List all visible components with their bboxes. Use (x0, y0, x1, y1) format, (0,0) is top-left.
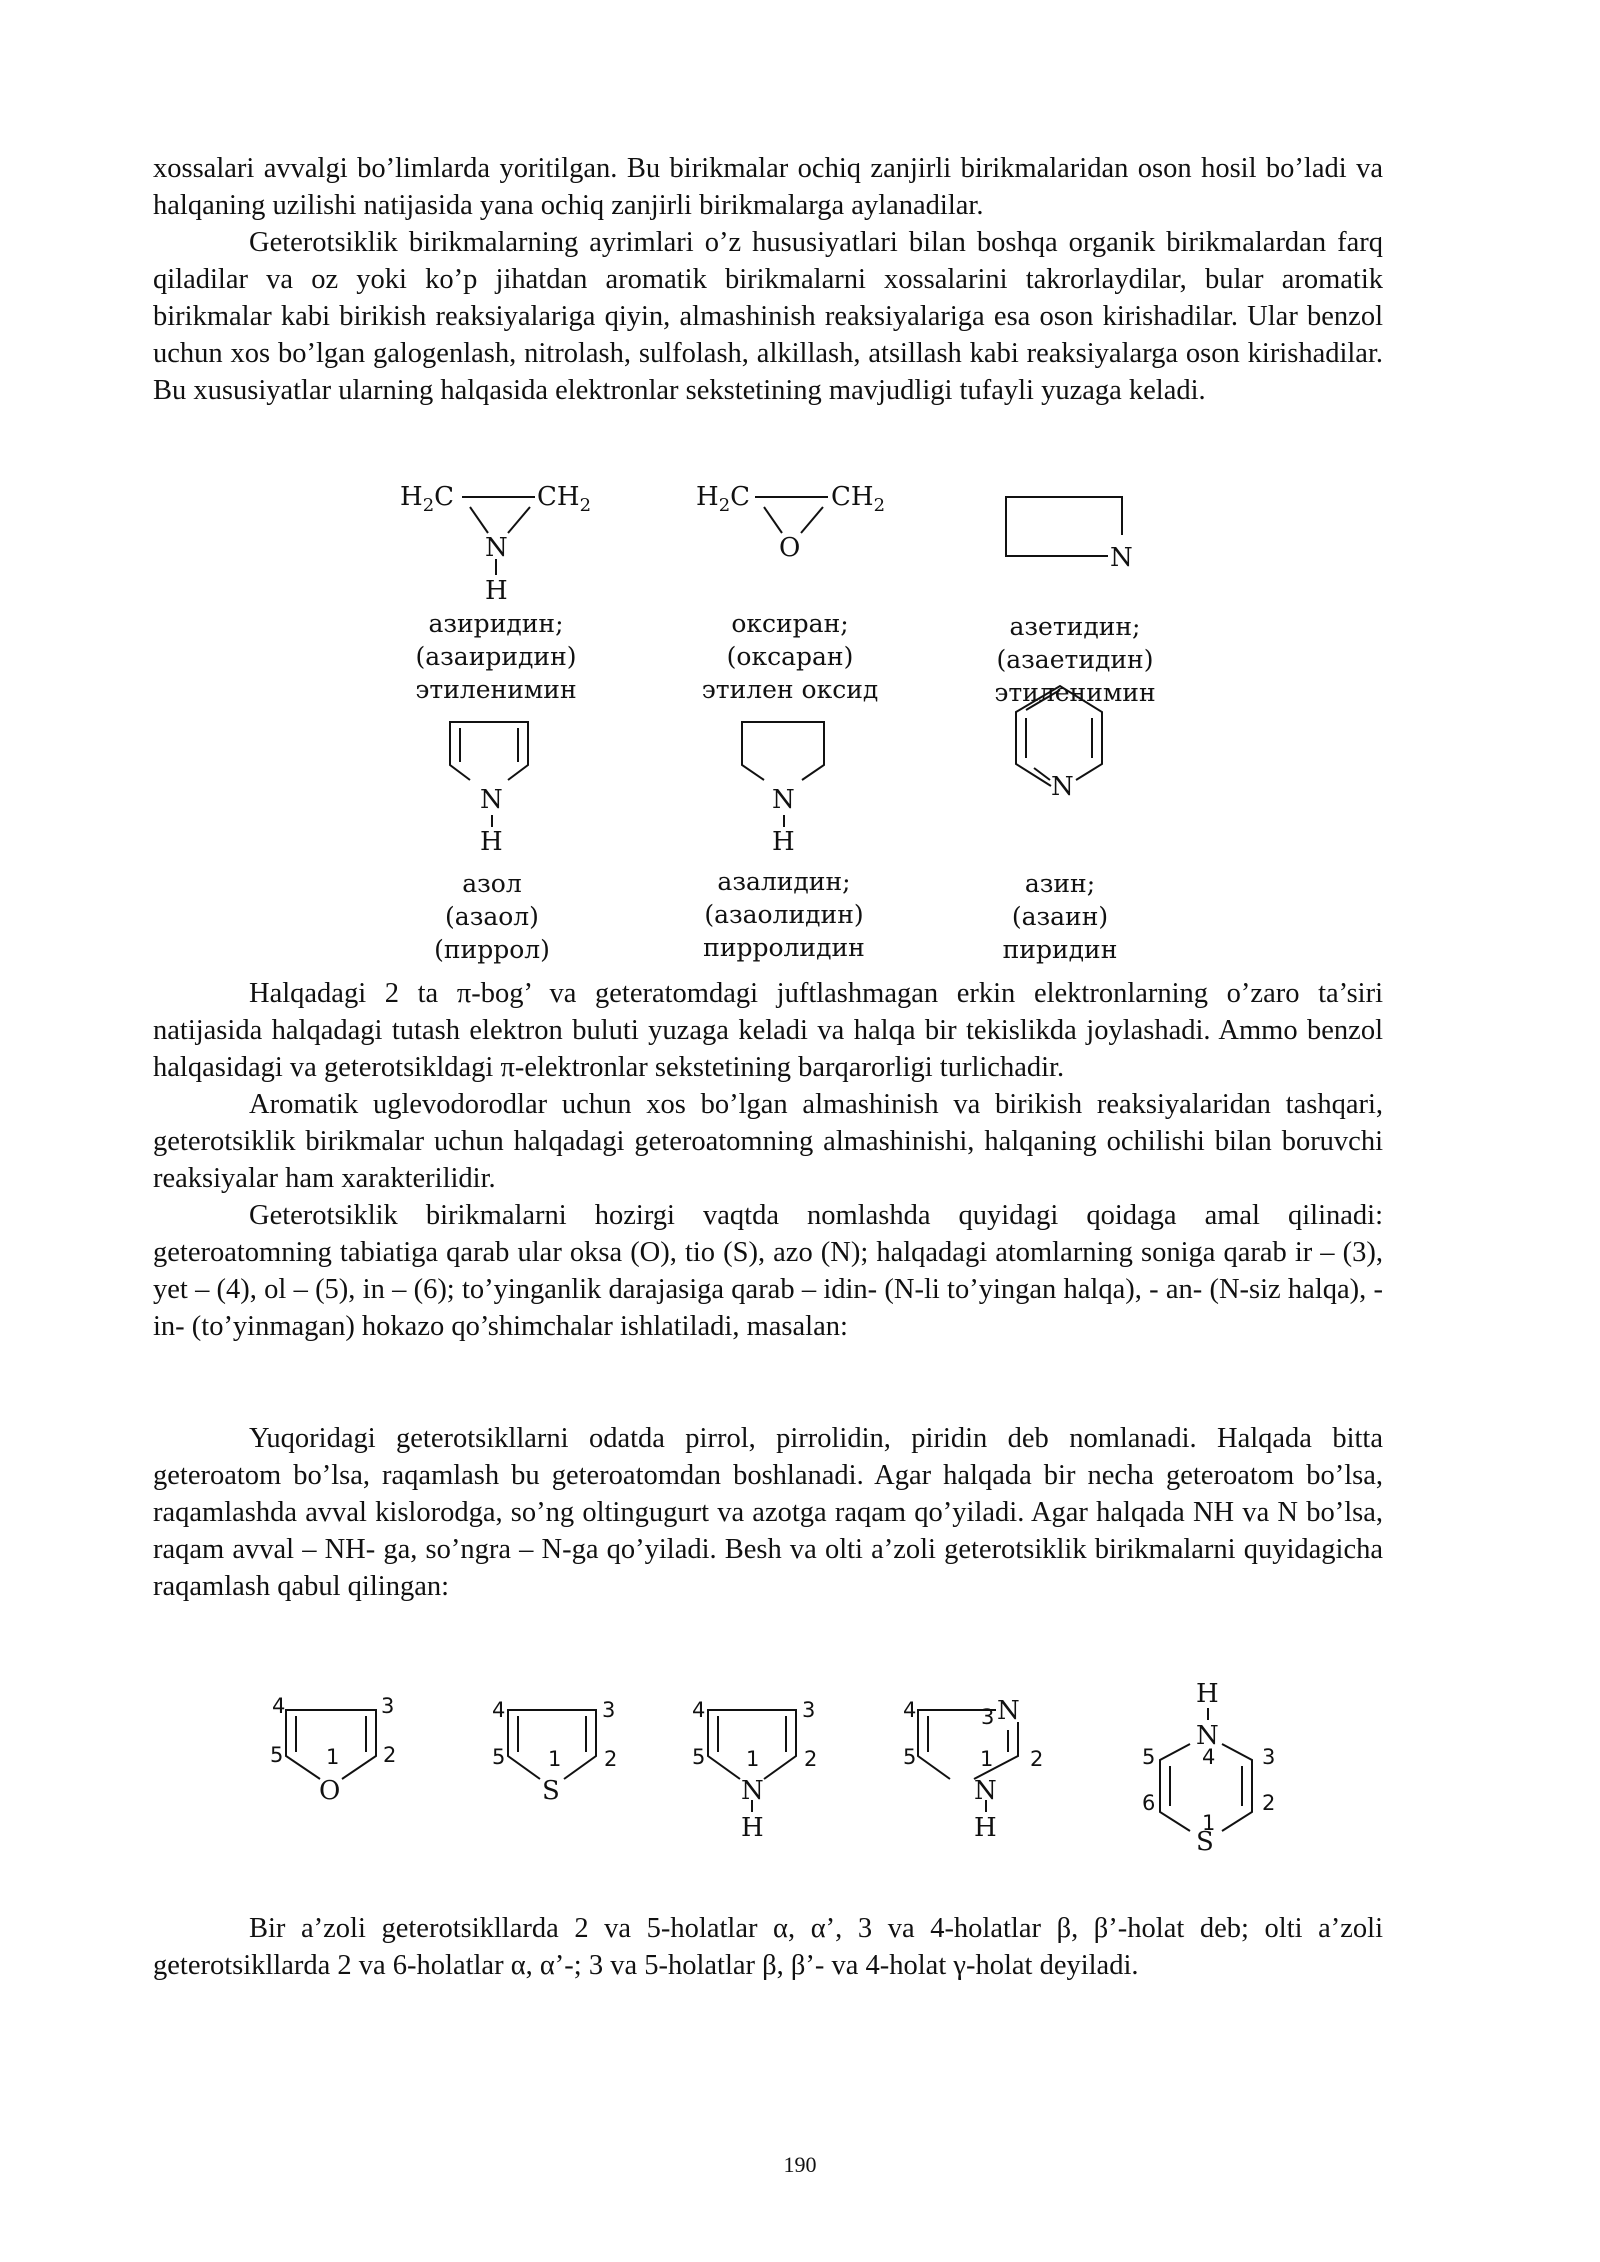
svg-text:2: 2 (804, 1747, 818, 1771)
svg-text:5: 5 (1142, 1745, 1156, 1769)
svg-text:4: 4 (692, 1698, 706, 1722)
svg-text:азиридин;: азиридин; (428, 609, 564, 638)
svg-text:азол: азол (462, 869, 522, 898)
imidazole-ring (903, 1696, 1043, 1843)
pyridine-formula (1051, 772, 1074, 802)
svg-text:H2C: $H_2C$ (696, 482, 751, 516)
structures-row-2 (0, 720, 1600, 965)
svg-text:O: O (779, 533, 801, 563)
svg-text:2: 2 (383, 1743, 397, 1767)
paragraph: Halqadagi 2 ta π-bog’ va geteratomdagi juftlashmagan erkin elektronlarning o’zaro ta’siri natijasida halqadagi tutash elektron buluti yuzaga keladi va halqa bir tekislikda joylashadi. Ammo benzol halqasidagi va geterotsikldagi π-elektronlar sekstetining barqarorligi turlichadir. (153, 978, 1383, 1083)
page-number: 190 (783, 2152, 817, 2177)
row2-captions (434, 867, 1117, 964)
svg-text:(азаиридин): (азаиридин) (415, 642, 577, 671)
svg-text:N: N (1196, 1721, 1219, 1751)
svg-text:S: S (1196, 1827, 1214, 1857)
svg-text:1: 1 (980, 1747, 994, 1771)
svg-text:(азаетидин): (азаетидин) (996, 645, 1154, 674)
svg-text:H: H (974, 1813, 997, 1843)
svg-text:CH2: $CH_2$ (831, 482, 886, 516)
aziridine-formula (400, 482, 591, 606)
paragraph: xossalari avvalgi bo’limlarda yoritilgan. Bu birikmalar ochiq zanjirli birikmalaridan oson hosil bo’ladi va halqaning uzilishi natijasida yana ochiq zanjirli birikmalarga aylanadilar. (153, 153, 1383, 221)
svg-text:S: S (542, 1776, 560, 1806)
paragraph: Bir a’zoli geterotsikllarda 2 va 5-holatlar α, α’, 3 va 4-holatlar β, β’-holat deb; olti a’zoli geterotsikllarda 2 va 6-holatlar α, α’-; 3 va 5-holatlar β, β’- va 4-holat γ-holat deyiladi. (153, 1913, 1383, 1981)
numbered-rings (0, 1679, 1600, 1880)
svg-text:4: 4 (272, 1694, 286, 1718)
svg-text:N: N (997, 1696, 1020, 1726)
svg-text:1: 1 (746, 1747, 760, 1771)
svg-text:этиленимин: этиленимин (994, 678, 1156, 707)
svg-text:этиленимин: этиленимин (415, 675, 577, 704)
svg-text:(пиррол): (пиррол) (434, 935, 550, 964)
svg-text:H: H (741, 1813, 764, 1843)
svg-text:3: 3 (602, 1698, 616, 1722)
svg-text:N: N (741, 1776, 764, 1806)
svg-text:N: N (1110, 543, 1133, 573)
svg-text:2: 2 (604, 1747, 618, 1771)
svg-text:3: 3 (381, 1694, 395, 1718)
svg-text:(азаол): (азаол) (445, 902, 539, 931)
pyrrole-ring (692, 1698, 817, 1843)
svg-text:H: H (485, 576, 508, 606)
svg-text:H: H (480, 827, 503, 857)
svg-text:H: H (772, 827, 795, 857)
svg-text:CH2: $CH_2$ (537, 482, 592, 516)
svg-text:3: 3 (1262, 1745, 1276, 1769)
svg-text:(азаолидин): (азаолидин) (704, 900, 864, 929)
paragraph: Yuqoridagi geterotsikllarni odatda pirrol, pirrolidin, piridin deb nomlanadi. Halqada bitta geteroatom bo’lsa, raqamlash bu geteroatomdan boshlanadi. Agar halqada bir necha geteroatom bo’lsa, raqamlashda avval kislorodga, so’ng oltingugurt va azotga raqam qo’yiladi. Agar halqada NH va N bo’lsa, raqam avval – NH- ga, so’ngra – N-ga qo’yiladi. Besh va olti a’zoli geterotsiklik birikmalarni quyidagicha raqamlash qabul qilingan: (153, 1423, 1383, 1602)
svg-text:оксиран;: оксиран; (731, 609, 849, 638)
paragraph: Aromatik uglevodorodlar uchun xos bo’lgan almashinish va birikish reaksiyalaridan tashqari, geterotsiklik birikmalar uchun halqadagi geteroatomning almashinishi, halqaning ochilishi bilan boruvchi reaksiyalar ham xarakterilidir. (153, 1089, 1383, 1194)
svg-text:5: 5 (492, 1745, 506, 1769)
paragraph: Geterotsiklik birikmalarning ayrimlari o’z hususiyatlari bilan boshqa organik birikmalardan farq qiladilar va oz yoki ko’p jihatdan aromatik birikmalarni xossalarini takrorlaydilar, bular aromatik birikmalar kabi birikish reaksiyalariga qiyin, almashinish reaksiyalariga esa oson kirishadilar. Ular benzol uchun xos bo’lgan galogenlash, nitrolash, sulfolash, alkillash, atsillash kabi reaksiyalarga oson kirishadilar. Bu xususiyatlar ularning halqasida elektronlar sekstetining mavjudligi tufayli yuzaga keladi. (153, 227, 1383, 406)
numbering-text (153, 1420, 1383, 1605)
svg-text:(азаин): (азаин) (1011, 902, 1109, 931)
svg-text:6: 6 (1142, 1791, 1156, 1815)
svg-text:1: 1 (548, 1747, 562, 1771)
svg-text:3: 3 (981, 1705, 995, 1729)
svg-text:5: 5 (692, 1745, 706, 1769)
svg-text:N: N (974, 1776, 997, 1806)
svg-text:азин;: азин; (1024, 869, 1096, 898)
svg-text:1: 1 (326, 1745, 340, 1769)
svg-text:пирролидин: пирролидин (703, 933, 865, 962)
intro-text (153, 150, 1383, 409)
row1-captions (415, 609, 1155, 707)
svg-text:N: N (772, 785, 795, 815)
svg-text:N: N (480, 785, 503, 815)
svg-text:H2C: $H_2C$ (400, 482, 455, 516)
six-membered-ring (1142, 1679, 1275, 1857)
svg-text:1: 1 (1202, 1811, 1216, 1835)
svg-text:3: 3 (802, 1698, 816, 1722)
svg-text:2: 2 (1030, 1747, 1044, 1771)
svg-text:5: 5 (903, 1745, 917, 1769)
svg-text:H: H (1196, 1679, 1219, 1709)
svg-text:азетидин;: азетидин; (1009, 612, 1141, 641)
svg-text:N: N (485, 533, 508, 563)
svg-text:2: 2 (1262, 1791, 1276, 1815)
aromaticity-text (153, 975, 1383, 1345)
thiophene-ring (492, 1698, 617, 1806)
paragraph: Geterotsiklik birikmalarni hozirgi vaqtda nomlashda quyidagi qoidaga amal qilinadi: geteroatomning tabiatiga qarab ular oksa (O), tio (S), azo (N); halqadagi atomlarning soniga qarab ir – (3), yet – (4), ol – (5), in – (6); to’yinganlik darajasiga qarab – idin- (N-li to’yingan halqa), - an- (N-siz halqa), -in- (to’yinmagan) hokazo qo’shimchalar ishlatiladi, masalan: (153, 1200, 1383, 1342)
svg-text:5: 5 (270, 1743, 284, 1767)
positions-text (153, 1910, 1383, 1984)
svg-text:O: O (319, 1776, 341, 1806)
svg-text:N: N (1051, 772, 1074, 802)
azetidine-formula (1110, 543, 1133, 573)
structures-row-1 (0, 475, 1600, 705)
svg-text:этилен оксид: этилен оксид (701, 675, 879, 704)
svg-text:азалидин;: азалидин; (717, 867, 851, 896)
svg-text:4: 4 (903, 1698, 917, 1722)
svg-text:4: 4 (1202, 1745, 1216, 1769)
svg-text:4: 4 (492, 1698, 506, 1722)
svg-text:(оксаран): (оксаран) (726, 642, 854, 671)
oxirane-formula (696, 482, 885, 563)
svg-text:пиридин: пиридин (1002, 935, 1118, 964)
